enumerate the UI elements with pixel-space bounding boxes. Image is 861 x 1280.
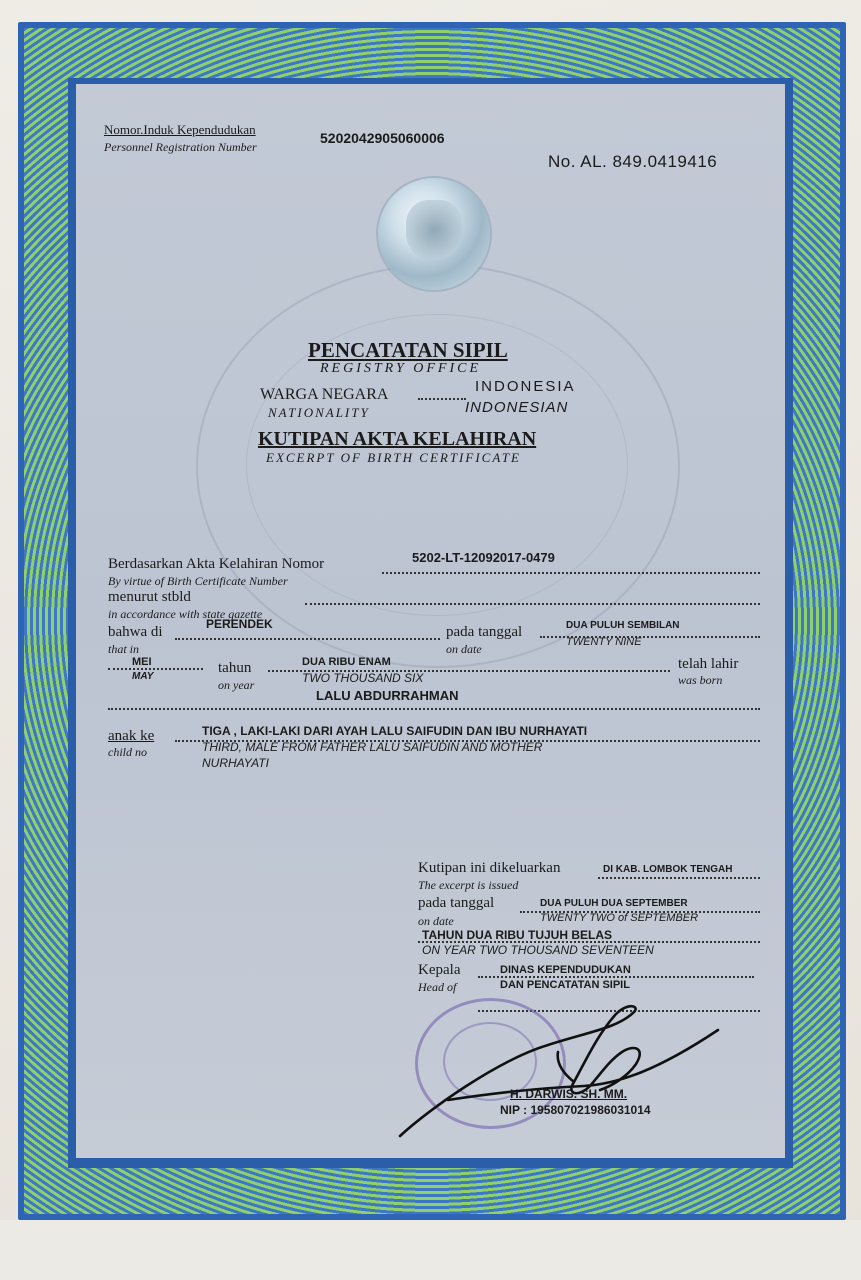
cert-number-dotted-line	[382, 572, 760, 574]
nik-value: 5202042905060006	[320, 130, 445, 146]
cert-number-label: Berdasarkan Akta Kelahiran Nomor	[108, 556, 325, 572]
serial-number: No. AL. 849.0419416	[548, 152, 718, 171]
place-dotted-line	[175, 638, 440, 640]
birth-month-value-en: MAY	[132, 671, 154, 682]
born-label: telah lahir	[678, 656, 739, 672]
issue-date-value: DUA PULUH DUA SEPTEMBER	[540, 898, 688, 909]
child-number-dotted-line	[175, 740, 760, 742]
nationality-dotted-line	[418, 398, 466, 400]
child-name-value: LALU ABDURRAHMAN	[316, 688, 459, 703]
child-number-value-en-line2: NURHAYATI	[202, 756, 269, 770]
head-value-line2: DAN PENCATATAN SIPIL	[500, 979, 630, 991]
issue-date-dotted-line	[520, 911, 760, 913]
issued-label-en: The excerpt is issued	[418, 878, 519, 892]
issue-year-value: TAHUN DUA RIBU TUJUH BELAS	[422, 928, 612, 942]
place-value: PERENDEK	[206, 617, 273, 631]
official-name: H. DARWIS. SH. MM.	[510, 1087, 628, 1101]
nationality-label-en: NATIONALITY	[268, 405, 370, 420]
issue-date-value-en: TWENTY TWO of SEPTEMBER	[540, 912, 699, 924]
cert-number-value: 5202-LT-12092017-0479	[412, 550, 555, 565]
birth-date-dotted-line	[540, 636, 760, 638]
birth-date-value-en: TWENTY NINE	[566, 636, 642, 648]
child-name-dotted-line	[108, 708, 760, 710]
child-number-label: anak ke	[108, 728, 155, 744]
document-title-en: EXCERPT OF BIRTH CERTIFICATE	[266, 450, 521, 465]
birth-date-value: DUA PULUH SEMBILAN	[566, 620, 680, 631]
head-dotted-line	[478, 976, 754, 978]
birth-year-label-en: on year	[218, 678, 255, 692]
birth-year-value-en: TWO THOUSAND SIX	[302, 671, 424, 685]
nationality-value-en: INDONESIAN	[465, 399, 569, 416]
office-title: PENCATATAN SIPIL	[308, 338, 508, 362]
born-label-en: was born	[678, 673, 723, 687]
nationality-label: WARGA NEGARA	[260, 386, 389, 403]
birth-month-dotted-line	[108, 668, 203, 670]
birth-year-dotted-line	[268, 670, 670, 672]
signature-icon	[388, 990, 728, 1150]
head-value-line1: DINAS KEPENDUDUKAN	[500, 964, 631, 976]
stbld-label: menurut stbld	[108, 589, 191, 605]
place-label: bahwa di	[108, 624, 163, 640]
child-number-value-en-line1: THIRD, MALE FROM FATHER LALU SAIFUDIN AND MOTHER	[202, 740, 543, 754]
birth-year-value: DUA RIBU ENAM	[302, 656, 391, 668]
official-nip: NIP : 195807021986031014	[500, 1103, 651, 1117]
stbld-dotted-line	[305, 603, 760, 605]
head-label-en: Head of	[418, 980, 457, 994]
nik-label-en: Personnel Registration Number	[104, 140, 257, 154]
issue-date-label-en: on date	[418, 914, 454, 928]
birth-month-value: MEI	[132, 656, 152, 668]
nationality-value: INDONESIA	[475, 378, 576, 395]
issued-label: Kutipan ini dikeluarkan	[418, 860, 561, 876]
place-label-en: that in	[108, 642, 140, 656]
head-label: Kepala	[418, 962, 461, 978]
child-number-label-en: child no	[108, 745, 147, 759]
document-title: KUTIPAN AKTA KELAHIRAN	[258, 428, 537, 450]
issue-date-label: pada tanggal	[418, 895, 495, 911]
birth-year-label: tahun	[218, 660, 252, 676]
issued-place-value: DI KAB. LOMBOK TENGAH	[603, 864, 733, 875]
office-title-en: REGISTRY OFFICE	[320, 361, 482, 376]
garuda-hologram-icon	[378, 178, 490, 290]
stbld-label-en: in accordance with state gazette	[108, 607, 263, 621]
paper-bottom-margin	[0, 1220, 861, 1280]
birth-date-label-en: on date	[446, 642, 482, 656]
child-number-value: TIGA , LAKI-LAKI DARI AYAH LALU SAIFUDIN DAN IBU NURHAYATI	[202, 724, 588, 738]
issue-year-dotted-line	[418, 941, 760, 943]
cert-number-label-en: By virtue of Birth Certificate Number	[108, 574, 288, 588]
nik-label: Nomor.Induk Kependudukan	[104, 122, 256, 137]
birth-date-label: pada tanggal	[446, 624, 523, 640]
issued-place-dotted-line	[598, 877, 760, 879]
issue-year-value-en: ON YEAR TWO THOUSAND SEVENTEEN	[422, 943, 654, 957]
